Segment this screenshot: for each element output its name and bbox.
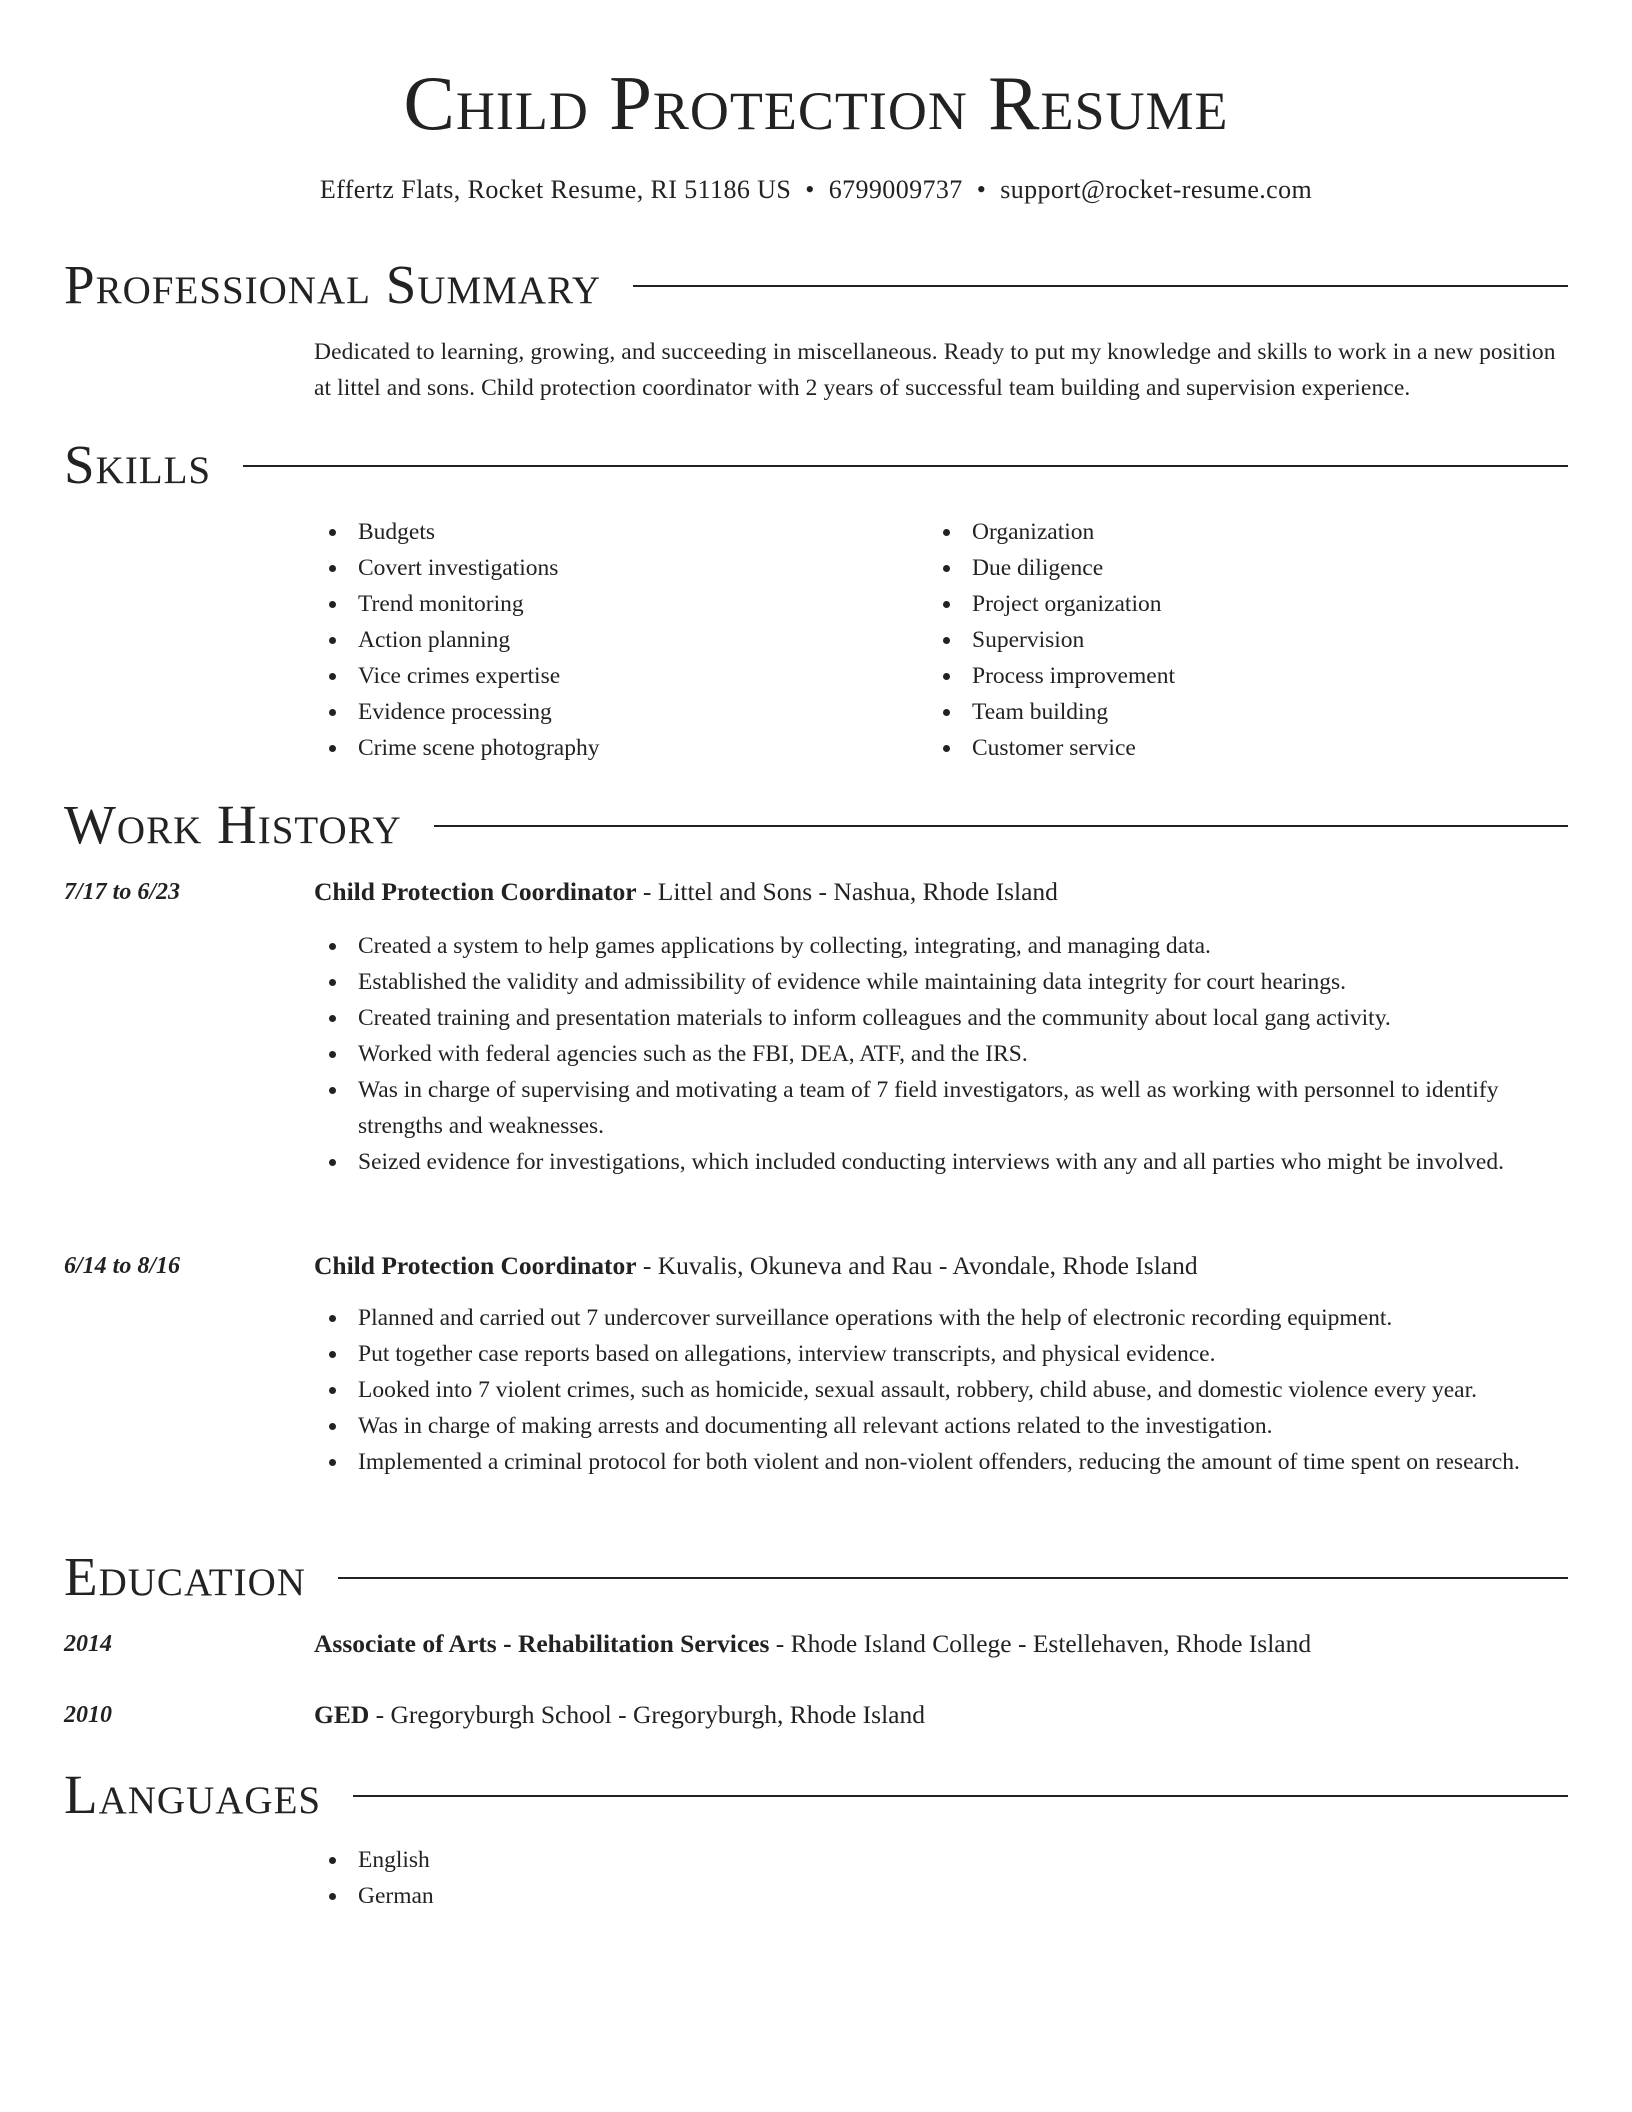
section-divider	[243, 465, 1568, 467]
education-entry	[314, 1697, 1568, 1733]
education-heading: Education	[64, 1546, 306, 1607]
skill-item: Project organization	[928, 586, 1548, 622]
job-dates: 7/17 to 6/23	[64, 879, 181, 905]
language-item: German	[314, 1878, 1568, 1914]
job-bullet: Established the validity and admissibility of evidence while maintaining data integrity for court hearings.	[314, 964, 1568, 1000]
contact-separator: •	[976, 175, 987, 204]
skill-item: Budgets	[314, 514, 934, 550]
job-bullet: Created a system to help games applications by collecting, integrating, and managing data.	[314, 928, 1568, 964]
job-bullet: Created training and presentation materials to inform colleagues and the community about local gang activity.	[314, 1000, 1568, 1036]
skills-section-header	[64, 430, 1568, 500]
job-employer: - Kuvalis, Okuneva and Rau - Avondale, Rhode Island	[636, 1251, 1198, 1280]
contact-email: support@rocket-resume.com	[1000, 175, 1313, 204]
section-divider	[434, 825, 1568, 827]
job-role: Child Protection Coordinator	[314, 877, 637, 906]
skills-right-list	[928, 514, 1548, 766]
language-item: English	[314, 1842, 1568, 1878]
work-heading: Work History	[64, 794, 402, 855]
job-bullet: Looked into 7 violent crimes, such as homicide, sexual assault, robbery, child abuse, and domestic violence every year.	[314, 1372, 1568, 1408]
education-section-header	[64, 1542, 1568, 1612]
skill-item: Action planning	[314, 622, 934, 658]
job-bullet: Planned and carried out 7 undercover surveillance operations with the help of electronic recording equipment.	[314, 1300, 1568, 1336]
education-school: - Gregoryburgh School - Gregoryburgh, Rhode Island	[369, 1700, 925, 1729]
contact-separator: •	[805, 175, 815, 204]
job-bullet: Was in charge of supervising and motivating a team of 7 field investigators, as well as working with personnel to identify strengths and weaknesses.	[314, 1072, 1568, 1144]
section-divider	[338, 1577, 1568, 1579]
contact-address: Effertz Flats, Rocket Resume, RI 51186 US	[319, 175, 792, 204]
job-heading	[314, 1248, 1568, 1284]
education-degree: GED	[314, 1700, 370, 1729]
summary-section-header	[64, 250, 1568, 320]
languages-list	[314, 1842, 1568, 1914]
job-bullet: Seized evidence for investigations, which included conducting interviews with any and all parties who might be involved.	[314, 1144, 1568, 1180]
education-year: 2014	[64, 1631, 112, 1657]
skills-heading: Skills	[64, 434, 212, 495]
skill-item: Team building	[928, 694, 1548, 730]
summary-heading: Professional Summary	[64, 254, 602, 315]
job-bullets	[314, 1300, 1568, 1480]
education-entry	[314, 1626, 1568, 1662]
skills-right-column	[928, 514, 1548, 766]
work-section-header	[64, 790, 1568, 860]
skill-item: Covert investigations	[314, 550, 934, 586]
skill-item: Vice crimes expertise	[314, 658, 934, 694]
job-employer: - Littel and Sons - Nashua, Rhode Island	[636, 877, 1058, 906]
skill-item: Evidence processing	[314, 694, 934, 730]
skills-left-list	[314, 514, 934, 766]
languages-heading: Languages	[64, 1764, 322, 1825]
job-bullet: Was in charge of making arrests and documenting all relevant actions related to the investigation.	[314, 1408, 1568, 1444]
job-bullet: Worked with federal agencies such as the FBI, DEA, ATF, and the IRS.	[314, 1036, 1568, 1072]
skill-item: Customer service	[928, 730, 1548, 766]
skill-item: Process improvement	[928, 658, 1548, 694]
skills-left-column	[314, 514, 934, 766]
contact-line	[64, 172, 1568, 208]
skill-item: Trend monitoring	[314, 586, 934, 622]
summary-text: Dedicated to learning, growing, and succeeding in miscellaneous. Ready to put my knowledge and skills to work in a new position at littel and sons. Child protection coordinator with 2 years of successful team building and supervision experience.	[314, 339, 1556, 401]
section-divider	[633, 285, 1568, 287]
job-role: Child Protection Coordinator	[314, 1251, 637, 1280]
section-divider	[353, 1795, 1568, 1797]
skill-item: Organization	[928, 514, 1548, 550]
job-bullet: Implemented a criminal protocol for both violent and non-violent offenders, reducing the amount of time spent on research.	[314, 1444, 1568, 1480]
skill-item: Crime scene photography	[314, 730, 934, 766]
job-bullet: Put together case reports based on allegations, interview transcripts, and physical evidence.	[314, 1336, 1568, 1372]
job-dates: 6/14 to 8/16	[64, 1253, 181, 1279]
skill-item: Supervision	[928, 622, 1548, 658]
education-degree: Associate of Arts - Rehabilitation Services	[314, 1629, 770, 1658]
job-heading	[314, 874, 1568, 910]
education-school: - Rhode Island College - Estellehaven, Rhode Island	[769, 1629, 1312, 1658]
contact-phone: 6799009737	[828, 175, 963, 204]
skill-item: Due diligence	[928, 550, 1548, 586]
resume-title: Child Protection Resume	[403, 60, 1229, 146]
job-bullets	[314, 928, 1568, 1180]
education-year: 2010	[64, 1702, 112, 1728]
languages-section-header	[64, 1760, 1568, 1830]
